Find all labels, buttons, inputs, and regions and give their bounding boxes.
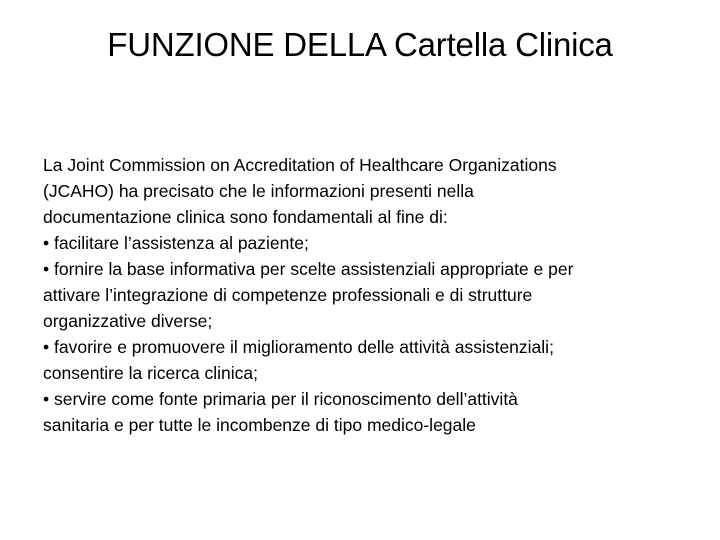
slide-title: FUNZIONE DELLA Cartella Clinica: [107, 26, 613, 63]
body-line: documentazione clinica sono fondamentali al fine di:: [43, 207, 448, 227]
body-line: La Joint Commission on Accreditation of Healthcare Organizations: [43, 155, 557, 175]
body-line: sanitaria e per tutte le incombenze di tipo medico-legale: [43, 415, 476, 435]
slide-body: [43, 152, 693, 438]
bullet-line: • fornire la base informativa per scelte assistenziali appropriate e per: [43, 259, 574, 279]
bullet-line: • servire come fonte primaria per il riconoscimento dell’attività: [43, 389, 518, 409]
body-line: organizzative diverse;: [43, 311, 213, 331]
bullet-line: • favorire e promuovere il miglioramento delle attività assistenziali;: [43, 337, 554, 357]
body-line: consentire la ricerca clinica;: [43, 363, 258, 383]
body-line: attivare l’integrazione di competenze professionali e di strutture: [43, 285, 533, 305]
body-line: (JCAHO) ha precisato che le informazioni presenti nella: [43, 181, 474, 201]
bullet-line: • facilitare l’assistenza al paziente;: [43, 233, 309, 253]
